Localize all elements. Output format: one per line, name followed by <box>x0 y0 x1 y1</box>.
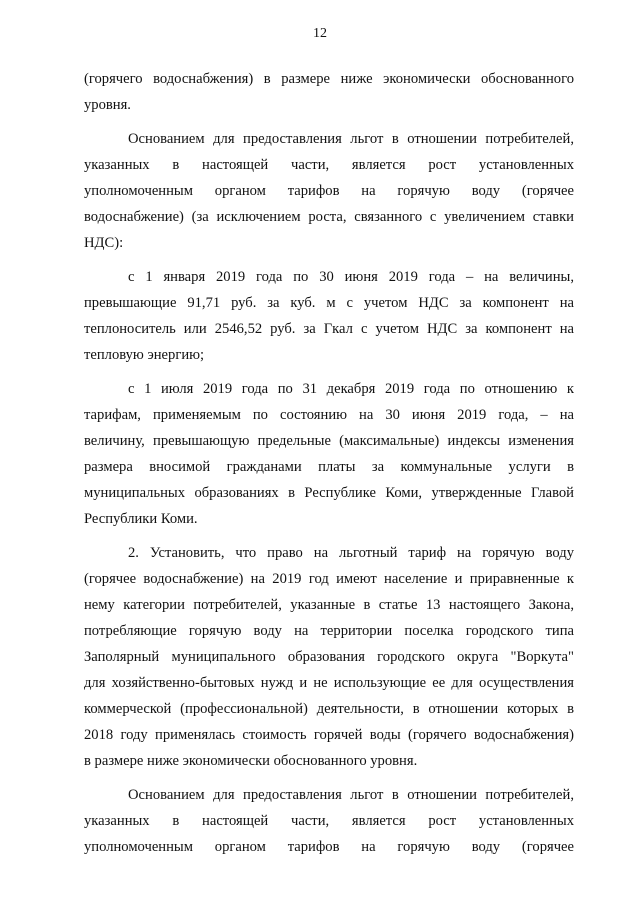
text-line: нему категории потребителей, указанные в статье 13 настоящего Закона, <box>84 597 574 613</box>
text-line: Заполярный муниципального образования городского округа "Воркута" <box>84 649 574 665</box>
text-line: (горячего водоснабжения) в размере ниже экономически обоснованного <box>84 71 574 87</box>
text-line: коммерческой (профессиональной) деятельности, в отношении которых в <box>84 701 574 717</box>
paragraph <box>84 376 574 532</box>
text-line: уровня. <box>84 97 131 113</box>
text-line: с 1 января 2019 года по 30 июня 2019 года – на величины, <box>128 269 574 285</box>
paragraph <box>84 540 574 774</box>
text-line: Основанием для предоставления льгот в отношении потребителей, <box>128 787 574 803</box>
text-line: (горячее водоснабжение) на 2019 год имеют население и приравненные к <box>84 571 574 587</box>
text-line: для хозяйственно-бытовых нужд и не использующие ее для осуществления <box>84 675 574 691</box>
paragraph <box>84 264 574 368</box>
paragraph <box>84 126 574 256</box>
text-line: теплоноситель или 2546,52 руб. за Гкал с учетом НДС за компонент на <box>84 321 574 337</box>
text-line: указанных в настоящей части, является рост установленных <box>84 813 574 829</box>
text-line: уполномоченным органом тарифов на горячую воду (горячее <box>84 183 574 199</box>
text-line: тарифам, применяемым по состоянию на 30 июня 2019 года, – на <box>84 407 574 423</box>
paragraph <box>84 66 574 118</box>
paragraph <box>84 782 574 860</box>
text-line: указанных в настоящей части, является рост установленных <box>84 157 574 173</box>
text-line: превышающие 91,71 руб. за куб. м с учетом НДС за компонент на <box>84 295 574 311</box>
text-line: 2018 году применялась стоимость горячей воды (горячего водоснабжения) <box>84 727 574 743</box>
page-number: 12 <box>313 26 327 41</box>
text-line: с 1 июля 2019 года по 31 декабря 2019 года по отношению к <box>128 381 574 397</box>
text-line: в размере ниже экономически обоснованного уровня. <box>84 753 418 769</box>
document-body <box>84 66 574 860</box>
text-line: размера вносимой гражданами платы за коммунальные услуги в <box>84 459 574 475</box>
text-line: муниципальных образованиях в Республике Коми, утвержденные Главой <box>84 485 574 501</box>
text-line: 2. Установить, что право на льготный тариф на горячую воду <box>128 545 574 561</box>
text-line: Республики Коми. <box>84 511 198 527</box>
text-line: потребляющие горячую воду на территории поселка городского типа <box>84 623 574 639</box>
text-line: величину, превышающую предельные (максимальные) индексы изменения <box>84 433 574 449</box>
text-line: НДС): <box>84 235 124 251</box>
text-line: уполномоченным органом тарифов на горячую воду (горячее <box>84 839 574 855</box>
text-line: Основанием для предоставления льгот в отношении потребителей, <box>128 131 574 147</box>
text-line: водоснабжение) (за исключением роста, связанного с увеличением ставки <box>84 209 574 225</box>
text-line: тепловую энергию; <box>84 347 205 363</box>
